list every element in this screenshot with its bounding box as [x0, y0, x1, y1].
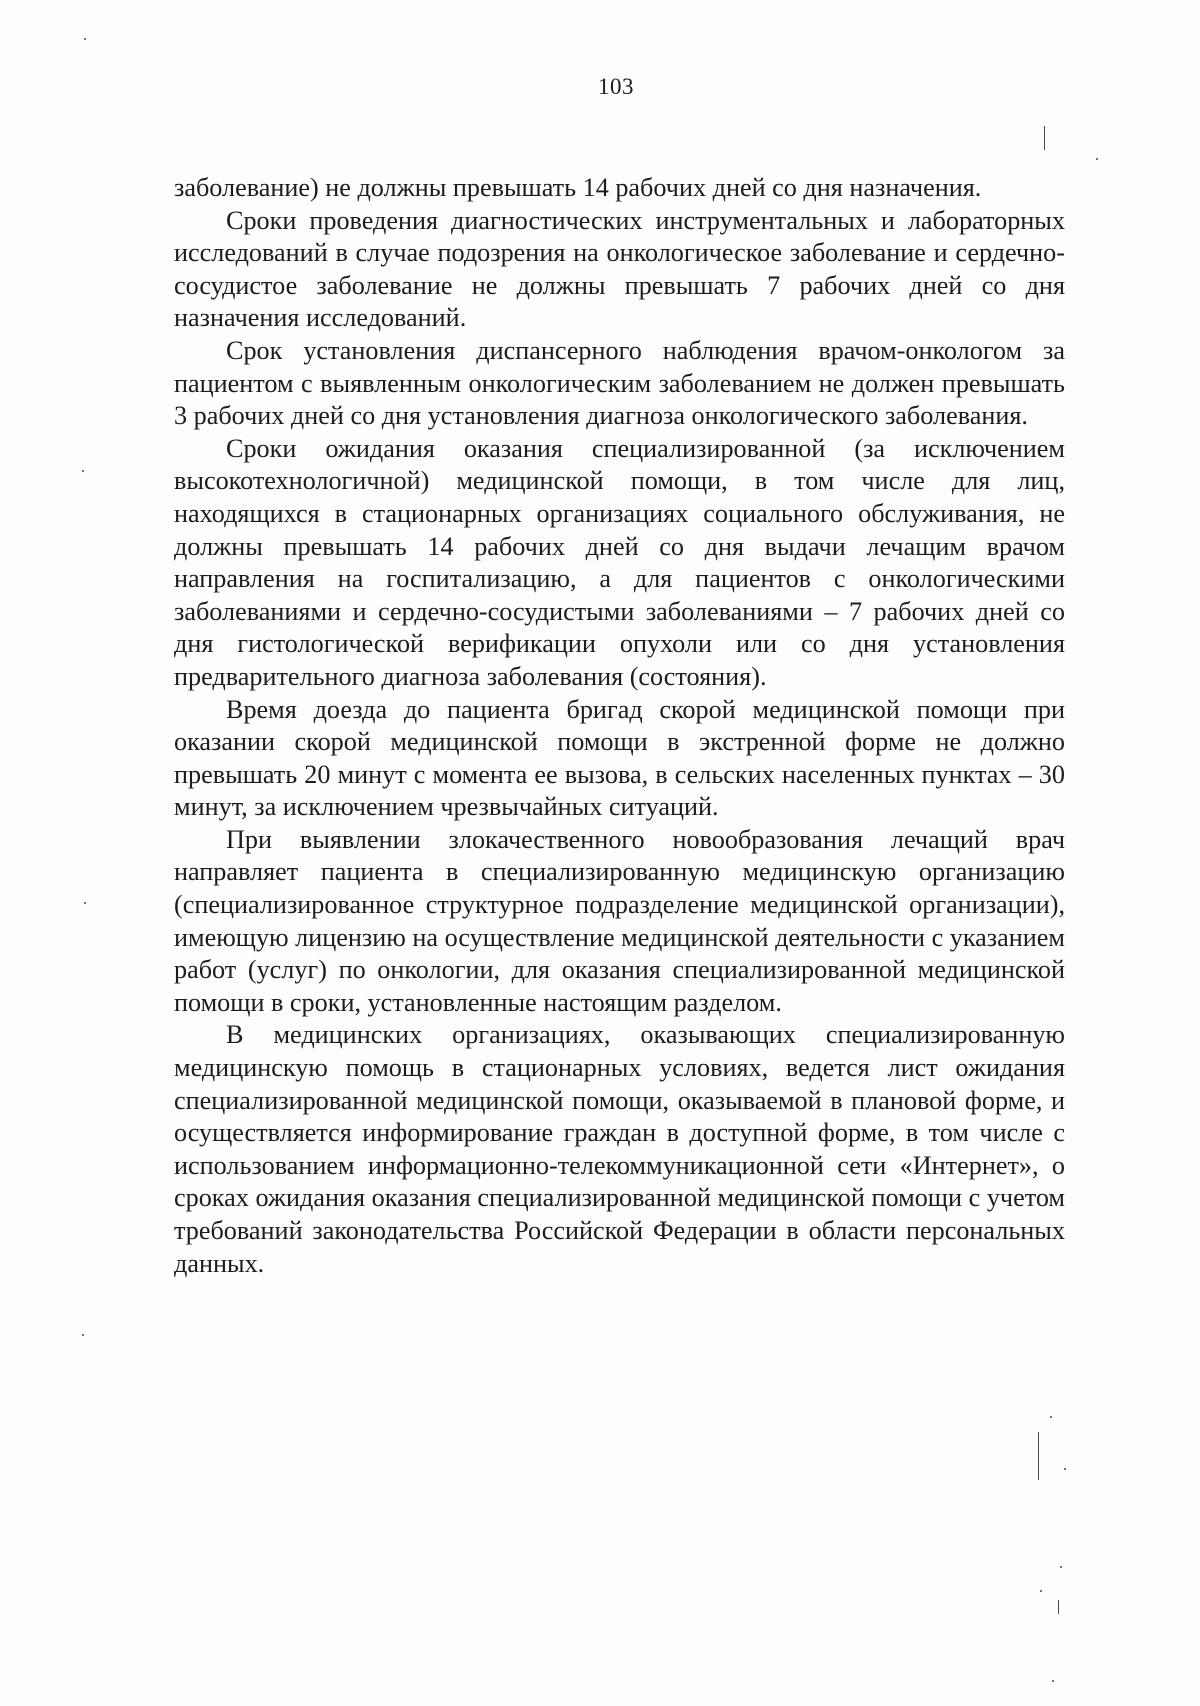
scan-dot [84, 38, 86, 40]
scan-tick [1038, 1432, 1039, 1480]
paragraph-diagnostic-deadlines: Сроки проведения диагностических инструментальных и лабораторных исследований в случае подозрения на онкологическое заболевание и сердечно-сосудистое заболевание не должны превышать 7 рабочих дней со дня назначения исследований. [174, 205, 1065, 333]
document-body [174, 172, 1065, 1280]
scan-dot [82, 470, 84, 472]
scan-dot [1050, 1416, 1052, 1418]
paragraph-waiting-list: В медицинских организациях, оказывающих специализированную медицинскую помощь в стационарных условиях, ведется лист ожидания специализированной медицинской помощи, оказываемой в плановой форме, и осуществляется информирование граждан в доступной форме, в том числе с использованием информационно-телекоммуникационной сети «Интернет», о сроках ожидания оказания специализированной медицинской помощи с учетом требований законодательства Российской Федерации в области персональных данных. [174, 1020, 1065, 1278]
scan-dot [1096, 158, 1098, 160]
scan-tick [1044, 126, 1045, 150]
paragraph-specialized-care-waiting: Сроки ожидания оказания специализированной (за исключением высокотехнологичной) медицинской помощи, в том числе для лиц, находящихся в стационарных организациях социального обслуживания, не должны превышать 14 рабочих дней со дня выдачи лечащим врачом направления на госпитализацию, а для пациентов с онкологическими заболеваниями и сердечно-сосудистыми заболеваниями – 7 рабочих дней со дня гистологической верификации опухоли или со дня установления предварительного диагноза заболевания (состояния). [174, 433, 1065, 691]
page-number: 103 [598, 74, 634, 99]
scan-dot [1064, 1468, 1066, 1470]
scan-dot [84, 902, 86, 904]
paragraph-continuation: заболевание) не должны превышать 14 рабочих дней со дня назначения. [174, 173, 982, 202]
scan-dot [1040, 1590, 1042, 1592]
paragraph-ambulance-arrival: Время доезда до пациента бригад скорой медицинской помощи при оказании скорой медицинской помощи в экстренной форме не должно превышать 20 минут с момента ее вызова, в сельских населенных пунктах – 30 минут, за исключением чрезвычайных ситуаций. [174, 694, 1065, 822]
scan-dot [1052, 1680, 1054, 1682]
paragraph-malignancy-referral: При выявлении злокачественного новообразования лечащий врач направляет пациента в специализированную медицинскую организацию (специализированное структурное подразделение медицинской организации), имеющую лицензию на осуществление медицинской деятельности с указанием работ (услуг) по онкологии, для оказания специализированной медицинской помощи в сроки, установленные настоящим разделом. [174, 824, 1065, 1017]
scan-tick [1058, 1600, 1059, 1614]
paragraph-dispensary-observation: Срок установления диспансерного наблюдения врачом-онкологом за пациентом с выявленным онкологическим заболеванием не должен превышать 3 рабочих дней со дня установления диагноза онкологического заболевания. [174, 335, 1065, 431]
scan-dot [82, 1334, 84, 1336]
scan-dot [1060, 1566, 1062, 1568]
